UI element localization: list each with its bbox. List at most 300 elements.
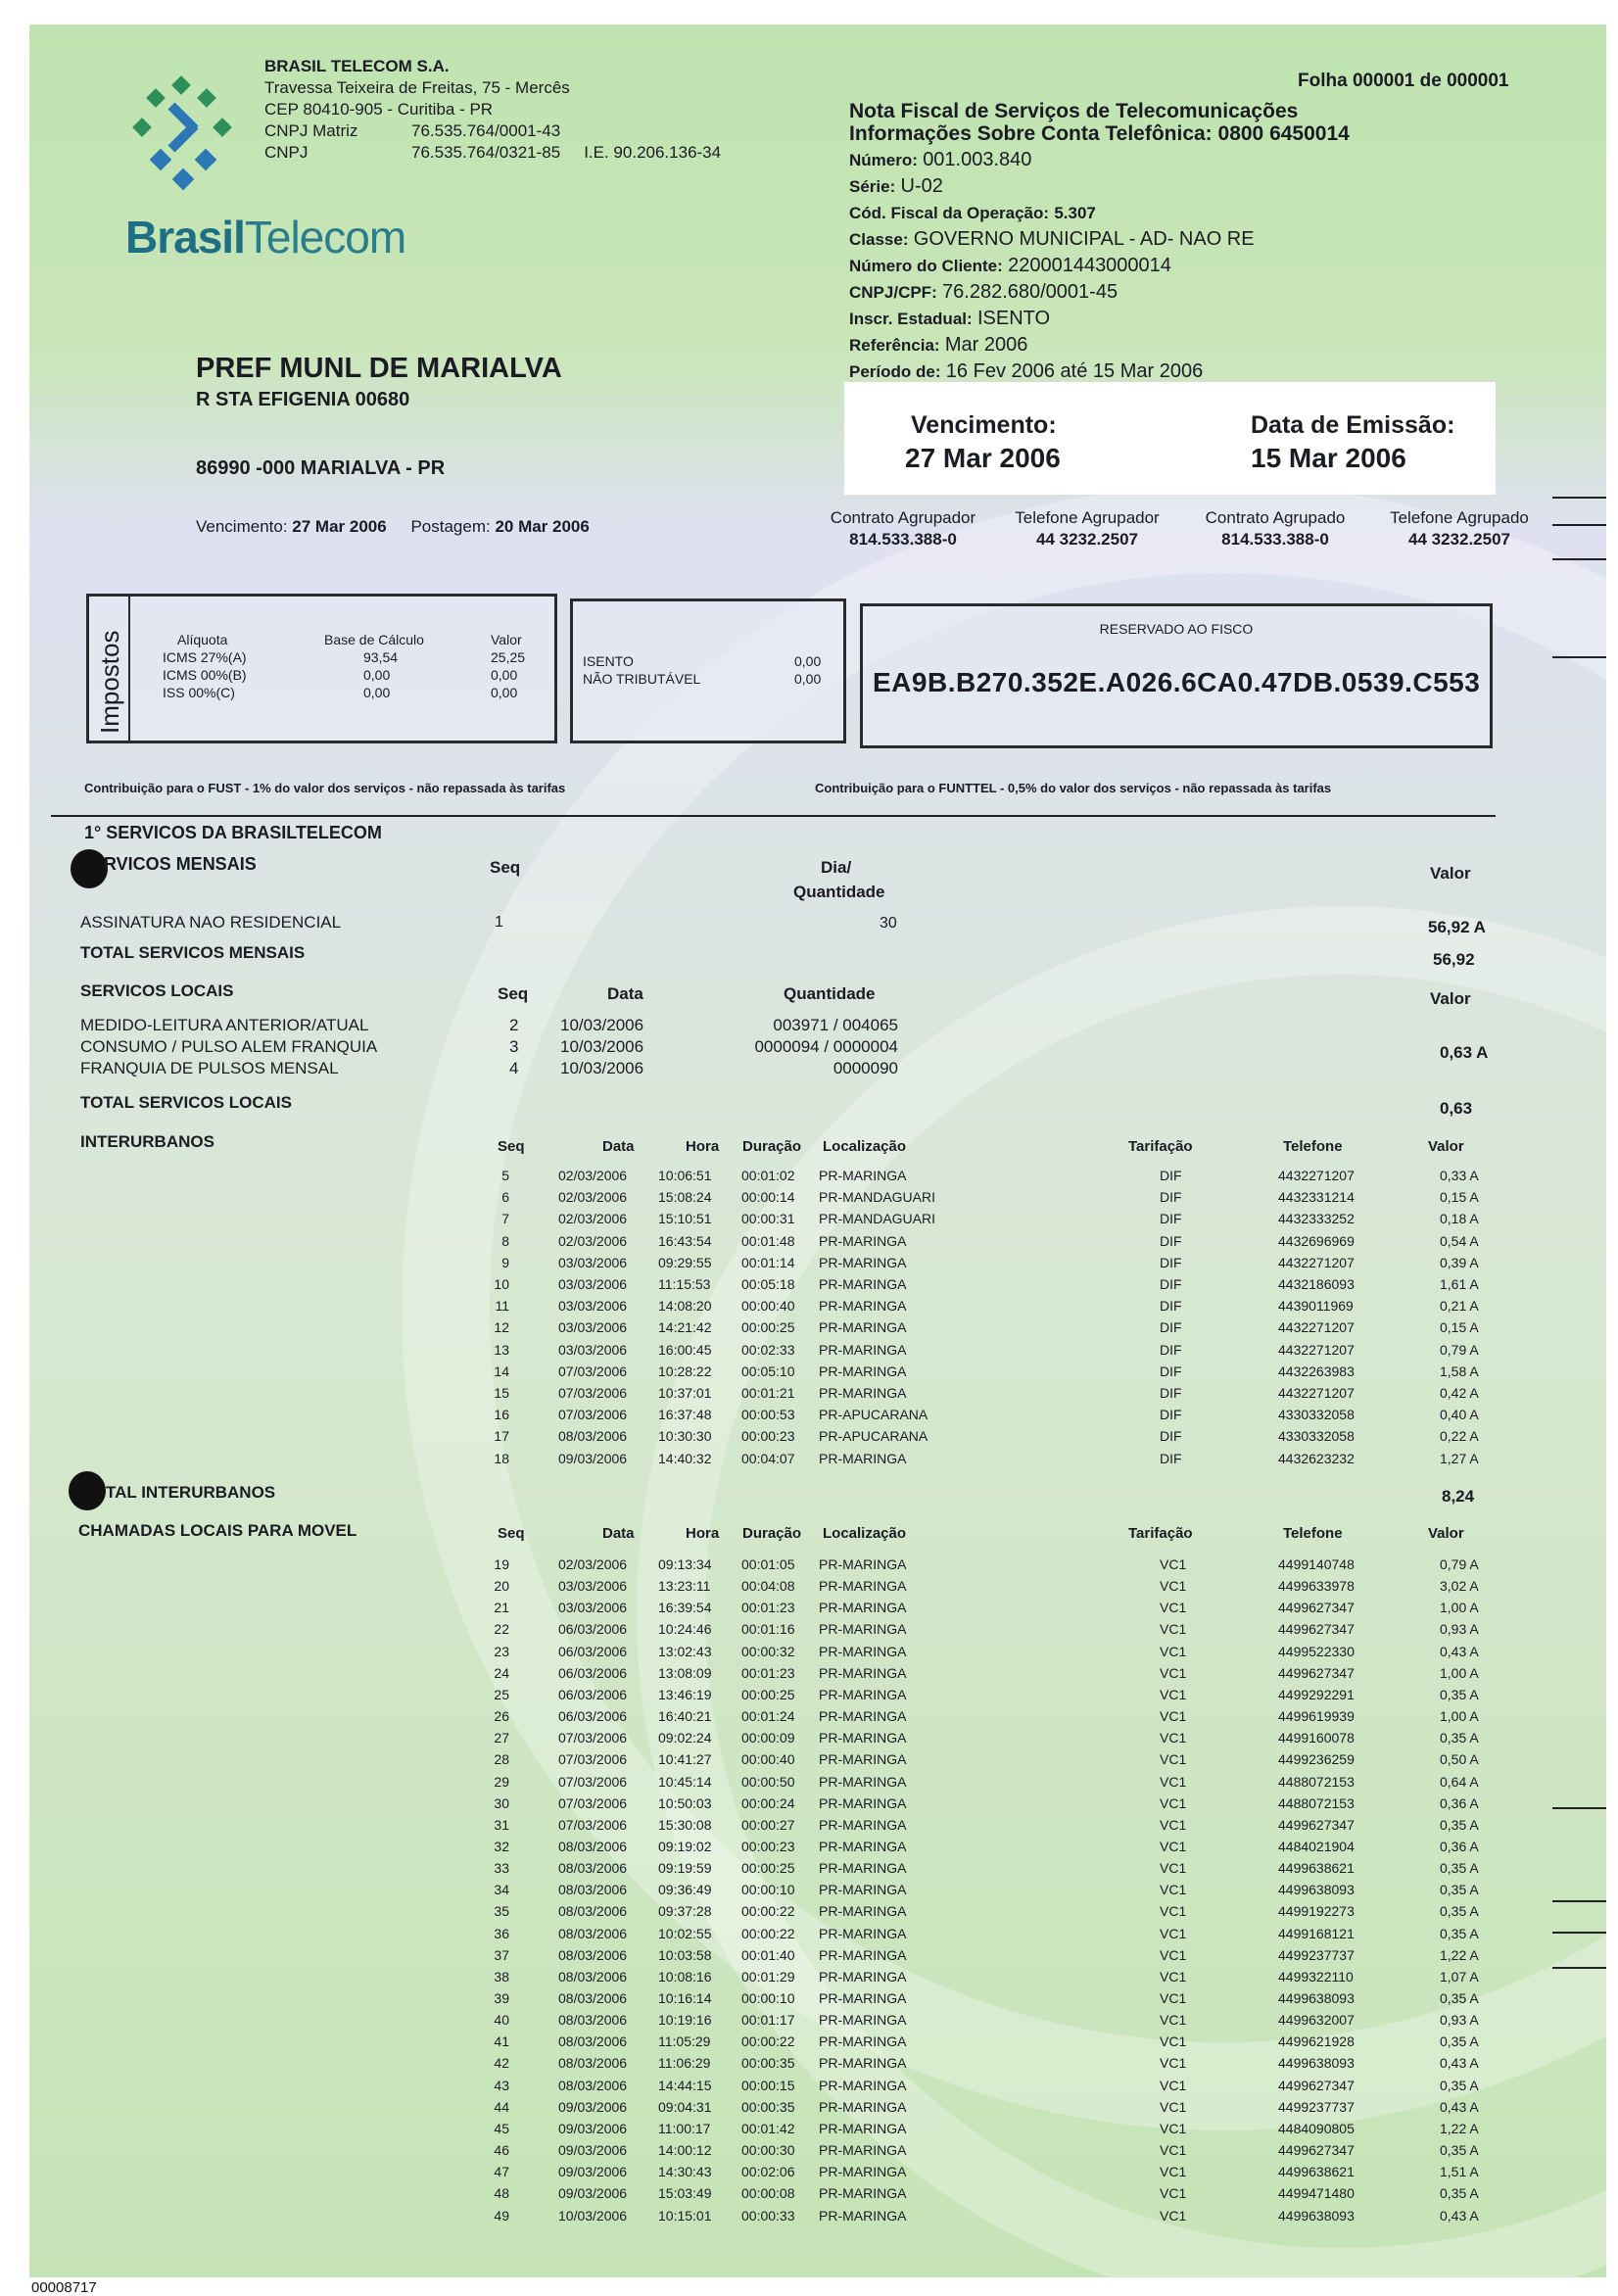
- table-row: [0, 1795, 1618, 1817]
- moveis-col-duracao: Duração: [742, 1525, 802, 1542]
- margin-mark: [1552, 558, 1606, 560]
- cell-local: PR-MARINGA: [819, 1860, 907, 1877]
- cell-valor: 0,50 A: [1440, 1751, 1479, 1768]
- invoice-cliente-row: [849, 253, 1350, 279]
- company-name: BRASIL TELECOM S.A.: [264, 57, 450, 75]
- cell-hora: 10:02:55: [658, 1925, 712, 1941]
- nao-tributavel-label: NÃO TRIBUTÁVEL: [583, 671, 701, 687]
- cell-local: PR-MARINGA: [819, 1450, 907, 1466]
- cell-hora: 15:03:49: [658, 2185, 712, 2202]
- cell-tarifa: VC1: [1160, 1708, 1187, 1725]
- invoice-periodo-row: [849, 359, 1350, 385]
- periodo-value: 16 Fev 2006 até 15 Mar 2006: [945, 360, 1204, 382]
- cell-telefone: 4484090805: [1278, 2120, 1355, 2136]
- table-row: [0, 1233, 1618, 1255]
- cell-local: PR-MANDAGUARI: [819, 1189, 936, 1206]
- brand-wordmark: [125, 211, 405, 263]
- table-row: [0, 2164, 1618, 2185]
- cell-valor: 0,93 A: [1440, 1621, 1479, 1638]
- customer-city: 86990 -000 MARIALVA - PR: [196, 457, 446, 479]
- cell-data: 09/03/2006: [558, 2142, 628, 2159]
- cell-duracao: 00:00:40: [741, 1298, 795, 1315]
- table-row: [0, 1298, 1618, 1319]
- cell-hora: 16:37:48: [658, 1407, 712, 1423]
- table-row: [0, 2033, 1618, 2055]
- cell-hora: 16:39:54: [658, 1600, 712, 1616]
- cell-valor: 1,07 A: [1440, 1968, 1479, 1985]
- cliente-label: Número do Cliente:: [849, 257, 1003, 275]
- cell-hora: 14:40:32: [658, 1450, 712, 1466]
- cell-seq: 34: [494, 1882, 509, 1898]
- cell-tarifa: VC1: [1160, 1816, 1187, 1833]
- cell-local: PR-MARINGA: [819, 2120, 907, 2136]
- cell-valor: 0,43 A: [1440, 2098, 1479, 2115]
- base-header: Base de Cálculo: [324, 632, 424, 647]
- footer-code: 00008717: [31, 2279, 97, 2296]
- cell-seq: 40: [494, 2012, 509, 2029]
- cell-local: PR-MARINGA: [819, 1882, 907, 1898]
- cell-hora: 10:15:01: [658, 2207, 712, 2224]
- cell-data: 09/03/2006: [558, 2120, 628, 2136]
- cell-seq: 10: [494, 1276, 509, 1292]
- cell-local: PR-APUCARANA: [819, 1407, 928, 1423]
- cell-valor: 0,35 A: [1440, 1816, 1479, 1833]
- cell-local: PR-MARINGA: [819, 1838, 907, 1854]
- cell-local: PR-MARINGA: [819, 1773, 907, 1790]
- mensais-item-qtd: 30: [880, 915, 897, 932]
- cell-telefone: 4499627347: [1278, 1816, 1355, 1833]
- cell-seq: 42: [494, 2055, 509, 2072]
- table-row: [0, 1407, 1618, 1428]
- cell-duracao: 00:00:23: [741, 1838, 795, 1854]
- cell-tarifa: VC1: [1160, 1751, 1187, 1768]
- cell-telefone: 4499638093: [1278, 2207, 1355, 2224]
- agrupado-value: 44 3232.2507: [1408, 530, 1510, 549]
- due-venc-value: 27 Mar 2006: [905, 443, 1061, 473]
- cell-seq: 25: [494, 1686, 509, 1702]
- numero-label: Número:: [849, 151, 918, 169]
- cell-telefone: 4432331214: [1278, 1189, 1355, 1206]
- cell-valor: 0,35 A: [1440, 1925, 1479, 1941]
- cell-hora: 14:08:20: [658, 1298, 712, 1315]
- cell-data: 06/03/2006: [558, 1708, 628, 1725]
- cell-duracao: 00:01:16: [741, 1621, 795, 1638]
- section-divider: [51, 815, 1496, 817]
- cell-telefone: 4499632007: [1278, 2012, 1355, 2029]
- mensais-col-dia: Dia/: [821, 858, 852, 877]
- cell-telefone: 4432271207: [1278, 1168, 1355, 1183]
- invoice-title: Nota Fiscal de Serviços de Telecomunicações: [849, 100, 1299, 122]
- cell-local: PR-MARINGA: [819, 1385, 907, 1401]
- cell-local: PR-MARINGA: [819, 2012, 907, 2029]
- cell-valor: 0,35 A: [1440, 1730, 1479, 1746]
- cell-seq: 47: [494, 2164, 509, 2180]
- due-date-box: [844, 382, 1496, 495]
- locais-col-seq: Seq: [498, 984, 529, 1003]
- cell-data: 02/03/2006: [558, 1556, 628, 1572]
- cell-duracao: 00:01:24: [741, 1708, 795, 1725]
- table-row: [0, 1189, 1618, 1211]
- cell-tarifa: VC1: [1160, 1925, 1187, 1941]
- cell-telefone: 4499627347: [1278, 1621, 1355, 1638]
- cell-seq: 17: [494, 1428, 509, 1445]
- cell-hora: 16:40:21: [658, 1708, 712, 1725]
- classe-value: GOVERNO MUNICIPAL - AD- NAO RE: [913, 228, 1255, 250]
- interurbanos-col-local: Localização: [823, 1138, 907, 1155]
- cell-data: 03/03/2006: [558, 1254, 628, 1270]
- cell-hora: 10:28:22: [658, 1363, 712, 1379]
- moveis-col-data: Data: [602, 1525, 635, 1542]
- cell-telefone: 4499627347: [1278, 2077, 1355, 2093]
- cell-tarifa: DIF: [1160, 1428, 1182, 1445]
- base-cell: 93,54: [363, 649, 399, 665]
- table-row: [0, 1903, 1618, 1925]
- inscr-value: ISENTO: [976, 308, 1051, 329]
- cell-valor: 0,15 A: [1440, 1319, 1479, 1336]
- cell-data: 07/03/2006: [558, 1773, 628, 1790]
- cell-local: PR-MARINGA: [819, 2164, 907, 2180]
- cell-hora: 15:08:24: [658, 1189, 712, 1206]
- cell-hora: 10:16:14: [658, 1990, 712, 2006]
- cell-tarifa: VC1: [1160, 1556, 1187, 1572]
- cell-local: PR-MARINGA: [819, 1708, 907, 1725]
- margin-mark: [1552, 497, 1606, 499]
- locais-valor: 0,63 A: [1440, 1043, 1489, 1062]
- cell-data: 03/03/2006: [558, 1578, 628, 1595]
- ie-value: I.E. 90.206.136-34: [584, 143, 722, 162]
- interurbanos-total-label: TAL INTERURBANOS: [106, 1483, 276, 1502]
- cell-valor: 1,22 A: [1440, 2120, 1479, 2136]
- table-row: [0, 1969, 1618, 1990]
- cell-valor: 0,18 A: [1440, 1211, 1479, 1227]
- cell-seq: 32: [494, 1838, 509, 1854]
- cell-data: 02/03/2006: [558, 1189, 628, 1206]
- base-column: [324, 631, 442, 701]
- cnpj-value: 76.535.764/0321-85: [411, 143, 561, 162]
- table-row: [0, 1578, 1618, 1600]
- cell-tarifa: DIF: [1160, 1211, 1182, 1227]
- cell-duracao: 00:02:06: [741, 2164, 795, 2180]
- numero-value: 001.003.840: [923, 149, 1032, 170]
- company-cnpj: [264, 142, 721, 164]
- cell-hora: 16:43:54: [658, 1232, 712, 1249]
- cell-tarifa: VC1: [1160, 2142, 1187, 2159]
- company-cep: CEP 80410-905 - Curitiba - PR: [264, 100, 494, 119]
- locais-col-data: Data: [607, 984, 643, 1003]
- cell-tarifa: DIF: [1160, 1254, 1182, 1270]
- cell-hora: 09:02:24: [658, 1730, 712, 1746]
- table-row: [0, 1882, 1618, 1903]
- impostos-label: Impostos: [95, 630, 124, 734]
- cell-local: PR-MARINGA: [819, 1276, 907, 1292]
- cell-seq: 35: [494, 1903, 509, 1920]
- table-row: [0, 1860, 1618, 1882]
- table-row: [0, 1255, 1618, 1276]
- table-row: [0, 1168, 1618, 1189]
- cell-seq: 11: [495, 1298, 509, 1315]
- cell-telefone: 4488072153: [1278, 1794, 1355, 1811]
- cell-data: 08/03/2006: [558, 1860, 628, 1877]
- interurbanos-col-duracao: Duração: [742, 1138, 802, 1155]
- cell-seq: 13: [494, 1341, 509, 1358]
- cell-local: PR-MARINGA: [819, 1232, 907, 1249]
- table-row: [0, 2185, 1618, 2207]
- cell-valor: 0,64 A: [1440, 1773, 1479, 1790]
- cell-hora: 10:45:14: [658, 1773, 712, 1790]
- cell-seq: 12: [494, 1319, 509, 1336]
- cell-data: 07/03/2006: [558, 1751, 628, 1768]
- cell-valor: 0,21 A: [1440, 1298, 1479, 1315]
- isento-value: 0,00: [794, 653, 822, 669]
- cell-duracao: 00:00:15: [741, 2077, 795, 2093]
- table-row: [0, 1687, 1618, 1708]
- cell-tarifa: DIF: [1160, 1298, 1182, 1315]
- cell-data: 06/03/2006: [558, 1643, 628, 1659]
- cell-hora: 14:44:15: [658, 2077, 712, 2093]
- locais-item-qtd: 0000094 / 0000004: [754, 1037, 898, 1056]
- mensais-item-name: ASSINATURA NAO RESIDENCIAL: [80, 913, 342, 932]
- company-cnpj-matriz: [264, 120, 721, 142]
- locais-item-name: MEDIDO-LEITURA ANTERIOR/ATUAL: [80, 1016, 369, 1034]
- cell-hora: 13:23:11: [658, 1578, 711, 1595]
- cell-tarifa: VC1: [1160, 2185, 1187, 2202]
- aliquota-cell: ISS 00%(C): [163, 685, 235, 700]
- locais-item-seq: 2: [509, 1016, 519, 1034]
- cell-telefone: 4499621928: [1278, 2033, 1355, 2050]
- cell-valor: 0,35 A: [1440, 1686, 1479, 1702]
- cell-seq: 16: [494, 1407, 509, 1423]
- cell-tarifa: VC1: [1160, 2120, 1187, 2136]
- mensais-col-valor: Valor: [1430, 864, 1471, 883]
- cell-seq: 9: [501, 1254, 509, 1270]
- cnpjcpf-label: CNPJ/CPF:: [849, 283, 937, 302]
- locais-item-qtd: 0000090: [833, 1059, 898, 1077]
- table-row: [0, 2012, 1618, 2033]
- services-title: 1° SERVICOS DA BRASILTELECOM: [84, 823, 382, 842]
- cell-local: PR-MARINGA: [819, 1751, 907, 1768]
- cell-data: 02/03/2006: [558, 1232, 628, 1249]
- cell-data: 07/03/2006: [558, 1363, 628, 1379]
- cell-data: 07/03/2006: [558, 1385, 628, 1401]
- cell-telefone: 4499627347: [1278, 1664, 1355, 1681]
- cell-seq: 41: [494, 2033, 509, 2050]
- cell-valor: 0,54 A: [1440, 1232, 1479, 1249]
- cell-valor: 0,43 A: [1440, 1643, 1479, 1659]
- cell-seq: 23: [494, 1643, 509, 1659]
- table-row: [0, 1385, 1618, 1407]
- cell-valor: 0,35 A: [1440, 1990, 1479, 2006]
- locais-item-qtd: 003971 / 004065: [773, 1016, 898, 1034]
- invoice-inscr-row: [849, 306, 1350, 332]
- locais-item-name: CONSUMO / PULSO ALEM FRANQUIA: [80, 1037, 378, 1056]
- table-row: [0, 1363, 1618, 1385]
- classe-label: Classe:: [849, 230, 909, 249]
- cell-data: 08/03/2006: [558, 1990, 628, 2006]
- cell-seq: 21: [494, 1600, 509, 1616]
- fisco-box: [860, 603, 1493, 748]
- fust-note: Contribuição para o FUST - 1% do valor dos serviços - não repassada às tarifas: [84, 781, 566, 795]
- agrupado-label: Contrato Agrupado: [1205, 508, 1346, 527]
- cell-telefone: 4499638093: [1278, 1882, 1355, 1898]
- ref-label: Referência:: [849, 336, 940, 355]
- cell-valor: 0,43 A: [1440, 2207, 1479, 2224]
- cell-hora: 11:05:29: [658, 2033, 711, 2050]
- cell-hora: 11:00:17: [658, 2120, 711, 2136]
- cell-seq: 46: [494, 2142, 509, 2159]
- cell-hora: 10:37:01: [658, 1385, 712, 1401]
- cell-local: PR-MARINGA: [819, 1903, 907, 1920]
- cliente-value: 220001443000014: [1008, 255, 1171, 276]
- cell-data: 08/03/2006: [558, 2077, 628, 2093]
- cell-valor: 1,00 A: [1440, 1708, 1479, 1725]
- cell-duracao: 00:04:08: [741, 1578, 795, 1595]
- periodo-label: Período de:: [849, 362, 941, 381]
- locais-item-data: 10/03/2006: [560, 1016, 644, 1034]
- locais-title: SERVICOS LOCAIS: [80, 981, 234, 1000]
- agrupado-label: Telefone Agrupado: [1390, 508, 1529, 527]
- cell-tarifa: VC1: [1160, 2164, 1187, 2180]
- locais-item-seq: 3: [509, 1037, 519, 1056]
- cell-telefone: 4330332058: [1278, 1428, 1355, 1445]
- valor-cell: 0,00: [491, 667, 518, 683]
- cell-tarifa: VC1: [1160, 2098, 1187, 2115]
- cell-hora: 15:30:08: [658, 1816, 712, 1833]
- cell-local: PR-MARINGA: [819, 1298, 907, 1315]
- fisco-code: EA9B.B270.352E.A026.6CA0.47DB.0539.C553: [873, 667, 1481, 697]
- cell-data: 02/03/2006: [558, 1168, 628, 1183]
- cell-seq: 20: [494, 1578, 509, 1595]
- cell-telefone: 4499160078: [1278, 1730, 1355, 1746]
- cell-local: PR-MARINGA: [819, 1363, 907, 1379]
- table-row: [0, 1990, 1618, 2012]
- interurbanos-total: 8,24: [1442, 1487, 1475, 1506]
- margin-mark: [1552, 656, 1606, 658]
- cell-valor: 0,15 A: [1440, 1189, 1479, 1206]
- agrupado-value: 814.533.388-0: [1221, 530, 1329, 549]
- cell-seq: 15: [494, 1385, 509, 1401]
- cell-telefone: 4499236259: [1278, 1751, 1355, 1768]
- table-row: [0, 1319, 1618, 1341]
- cell-tarifa: VC1: [1160, 1664, 1187, 1681]
- table-row: [0, 1211, 1618, 1232]
- locais-col-qtd: Quantidade: [784, 984, 876, 1003]
- cell-data: 09/03/2006: [558, 2185, 628, 2202]
- cell-valor: 1,27 A: [1440, 1450, 1479, 1466]
- agrupador-label: Contrato Agrupador: [830, 508, 976, 527]
- funttel-note: Contribuição para o FUNTTEL - 0,5% do valor dos serviços - não repassada às tarifas: [815, 781, 1332, 795]
- cell-data: 08/03/2006: [558, 1946, 628, 1963]
- cell-tarifa: VC1: [1160, 2055, 1187, 2072]
- interurbanos-col-hora: Hora: [686, 1138, 720, 1155]
- cnpj-matriz-label: CNPJ Matriz: [264, 121, 358, 140]
- cell-duracao: 00:00:10: [741, 1990, 795, 2006]
- table-row: [0, 1751, 1618, 1773]
- cell-duracao: 00:00:14: [741, 1189, 795, 1206]
- cell-telefone: 4432623232: [1278, 1450, 1355, 1466]
- table-row: [0, 1708, 1618, 1730]
- cell-hora: 10:08:16: [658, 1968, 712, 1985]
- cell-seq: 28: [494, 1751, 509, 1768]
- cell-data: 08/03/2006: [558, 1882, 628, 1898]
- cnpjcpf-value: 76.282.680/0001-45: [942, 281, 1118, 303]
- cell-telefone: 4499168121: [1278, 1925, 1355, 1941]
- cell-duracao: 00:01:02: [741, 1168, 795, 1183]
- table-row: [0, 1839, 1618, 1860]
- table-row: [0, 2099, 1618, 2121]
- cell-tarifa: VC1: [1160, 1968, 1187, 1985]
- cell-local: PR-MARINGA: [819, 2098, 907, 2115]
- cell-duracao: 00:01:05: [741, 1556, 795, 1572]
- table-row: [0, 1451, 1618, 1472]
- cell-tarifa: VC1: [1160, 1903, 1187, 1920]
- cell-valor: 1,22 A: [1440, 1946, 1479, 1963]
- cell-telefone: 4499638093: [1278, 2055, 1355, 2072]
- agrupado-contrato: [1187, 507, 1363, 550]
- cell-data: 08/03/2006: [558, 2055, 628, 2072]
- cell-hora: 10:50:03: [658, 1794, 712, 1811]
- punch-hole: [71, 849, 108, 888]
- cell-telefone: 4432271207: [1278, 1254, 1355, 1270]
- invoice-number-row: [849, 147, 1350, 173]
- invoice-cnpjcpf-row: [849, 279, 1350, 306]
- cell-telefone: 4432696969: [1278, 1232, 1355, 1249]
- cell-duracao: 00:00:27: [741, 1816, 795, 1833]
- cell-duracao: 00:02:33: [741, 1341, 795, 1358]
- cell-local: PR-MARINGA: [819, 1556, 907, 1572]
- agrupador-value: 44 3232.2507: [1036, 530, 1138, 549]
- customer-address: R STA EFIGENIA 00680: [196, 389, 410, 410]
- cell-duracao: 00:00:22: [741, 1925, 795, 1941]
- cell-tarifa: DIF: [1160, 1341, 1182, 1358]
- cell-hora: 10:19:16: [658, 2012, 712, 2029]
- interurbanos-title: INTERURBANOS: [80, 1132, 214, 1151]
- cell-valor: 1,00 A: [1440, 1600, 1479, 1616]
- cell-data: 06/03/2006: [558, 1686, 628, 1702]
- cell-duracao: 00:00:08: [741, 2185, 795, 2202]
- cell-hora: 13:02:43: [658, 1643, 712, 1659]
- cell-valor: 0,35 A: [1440, 1860, 1479, 1877]
- cell-telefone: 4499633978: [1278, 1578, 1355, 1595]
- cell-telefone: 4499292291: [1278, 1686, 1355, 1702]
- moveis-col-local: Localização: [823, 1525, 907, 1542]
- cell-seq: 31: [494, 1816, 509, 1833]
- cell-seq: 48: [494, 2185, 509, 2202]
- cell-local: PR-APUCARANA: [819, 1428, 928, 1445]
- table-row: [0, 1817, 1618, 1839]
- due-emissao-label: Data de Emissão:: [1251, 411, 1455, 439]
- locais-item-name: FRANQUIA DE PULSOS MENSAL: [80, 1059, 339, 1077]
- cell-seq: 38: [494, 1968, 509, 1985]
- cell-seq: 24: [494, 1664, 509, 1681]
- invoice-ref-row: [849, 332, 1350, 359]
- interurbanos-col-seq: Seq: [498, 1138, 525, 1155]
- inscr-label: Inscr. Estadual:: [849, 310, 973, 328]
- cell-duracao: 00:00:24: [741, 1794, 795, 1811]
- due-emissao-value: 15 Mar 2006: [1251, 443, 1406, 473]
- cell-tarifa: VC1: [1160, 2207, 1187, 2224]
- cell-local: PR-MARINGA: [819, 2185, 907, 2202]
- cell-duracao: 00:05:10: [741, 1363, 795, 1379]
- cell-hora: 09:37:28: [658, 1903, 712, 1920]
- customer-dates: [196, 517, 590, 537]
- cell-duracao: 00:00:09: [741, 1730, 795, 1746]
- serie-value: U-02: [900, 175, 943, 197]
- cell-data: 08/03/2006: [558, 1968, 628, 1985]
- cell-telefone: 4484021904: [1278, 1838, 1355, 1854]
- cell-local: PR-MARINGA: [819, 1730, 907, 1746]
- due-venc-label: Vencimento:: [911, 411, 1057, 439]
- mensais-col-qtd: Quantidade: [793, 883, 885, 901]
